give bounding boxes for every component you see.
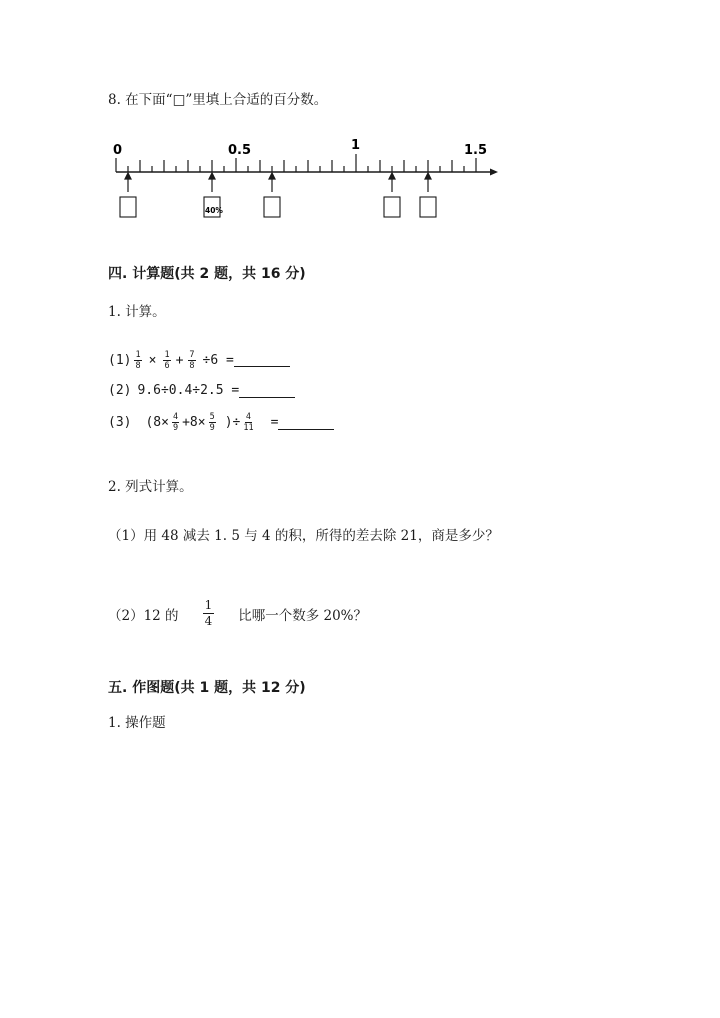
calc-item-1-fraction-1-denominator: 8 — [135, 361, 141, 371]
number-line-pointer-4 — [389, 173, 395, 192]
calc-item-3-fraction-2-denominator: 9 — [209, 423, 215, 433]
calc-item-3-equals: = — [270, 415, 279, 430]
number-line-pointer-1 — [125, 173, 131, 192]
calc-item-1-prefix: (1) — [108, 353, 132, 368]
number-line-figure — [100, 130, 510, 230]
number-line-label-1: 1 — [351, 138, 361, 153]
number-line-label-0-5: 0.5 — [228, 143, 252, 158]
calc-item-3-fraction-1-denominator: 9 — [172, 423, 179, 433]
calc-item-3-fraction-3-numerator: 4 — [245, 412, 252, 422]
number-line-ticks — [116, 154, 476, 172]
calc-item-2-prefix: (2) — [108, 383, 132, 398]
calc-item-1-fraction-1-numerator: 1 — [135, 350, 141, 360]
calc-item-1-operator-2: + — [175, 353, 184, 368]
section-4-q2-item-2 — [108, 598, 367, 629]
section-4-q2-item-2-fraction-numerator: 1 — [204, 598, 213, 612]
calc-item-3-fraction-1 — [172, 412, 179, 433]
section-4-q2-item-2-fraction-denominator: 4 — [204, 614, 213, 628]
calc-item-1-fraction-2 — [163, 350, 170, 371]
section-4-q1-title: 1. 计算。 — [108, 304, 166, 320]
section-5-q1-title: 1. 操作题 — [108, 715, 166, 731]
calc-item-1-operator-1: × — [148, 353, 157, 368]
calc-item-3-fraction-3 — [243, 412, 253, 433]
calc-item-3-fraction-1-numerator: 4 — [172, 412, 179, 422]
calc-item-1-rest: ÷6 = — [202, 353, 234, 368]
number-line-pointer-3 — [269, 173, 275, 192]
calc-item-2-expression: 9.6÷0.4÷2.5 = — [137, 383, 240, 398]
calc-item-3-open: (8× — [145, 415, 169, 430]
calc-item-1 — [108, 350, 290, 371]
number-line-pointer-5 — [425, 173, 431, 192]
calc-item-1-fraction-3-denominator: 8 — [189, 361, 195, 371]
number-line-pointer-2 — [209, 173, 215, 192]
section-4-q2-item-2-suffix: 比哪一个数多 20%？ — [238, 607, 368, 624]
number-line-arrowhead — [490, 169, 498, 176]
section-4-q2-item-2-prefix: （2）12 的 — [108, 607, 179, 624]
calc-item-1-fraction-3 — [188, 350, 195, 371]
calc-item-3-middle: +8× — [182, 415, 206, 430]
calc-item-3-prefix: (3) — [108, 415, 132, 430]
section-5-title: 五. 作图题(共 1 题，共 12 分) — [108, 680, 306, 696]
answer-box-5[interactable] — [420, 197, 436, 217]
calc-item-1-answer-blank[interactable] — [234, 354, 290, 367]
number-line-label-1-5: 1.5 — [464, 143, 488, 158]
calc-item-3 — [108, 412, 334, 433]
calc-item-3-answer-blank[interactable] — [278, 417, 334, 430]
answer-box-4[interactable] — [384, 197, 400, 217]
section-4-q2-item-1: （1）用 48 减去 1. 5 与 4 的积，所得的差去除 21，商是多少？ — [108, 528, 499, 544]
answer-box-2-value: 40% — [205, 206, 223, 215]
section-4-q2-item-2-fraction — [203, 598, 215, 629]
calc-item-1-fraction-3-numerator: 7 — [189, 350, 195, 360]
section-4-title: 四. 计算题(共 2 题，共 16 分) — [108, 266, 306, 282]
calc-item-1-fraction-2-numerator: 1 — [164, 350, 170, 360]
calc-item-1-fraction-1 — [134, 350, 141, 371]
number-line-label-0: 0 — [113, 143, 123, 158]
answer-box-3[interactable] — [264, 197, 280, 217]
calc-item-2 — [108, 383, 295, 398]
section-4-q2-title: 2. 列式计算。 — [108, 479, 193, 495]
calc-item-1-fraction-2-denominator: 6 — [164, 361, 170, 371]
question-8-text: 8. 在下面“□”里填上合适的百分数。 — [108, 92, 328, 108]
answer-box-1[interactable] — [120, 197, 136, 217]
calc-item-3-fraction-3-denominator: 11 — [243, 423, 254, 433]
calc-item-3-fraction-2-numerator: 5 — [209, 412, 215, 422]
calc-item-2-answer-blank[interactable] — [239, 385, 295, 398]
calc-item-3-fraction-2 — [209, 412, 216, 433]
calc-item-3-close: )÷ — [224, 415, 241, 430]
